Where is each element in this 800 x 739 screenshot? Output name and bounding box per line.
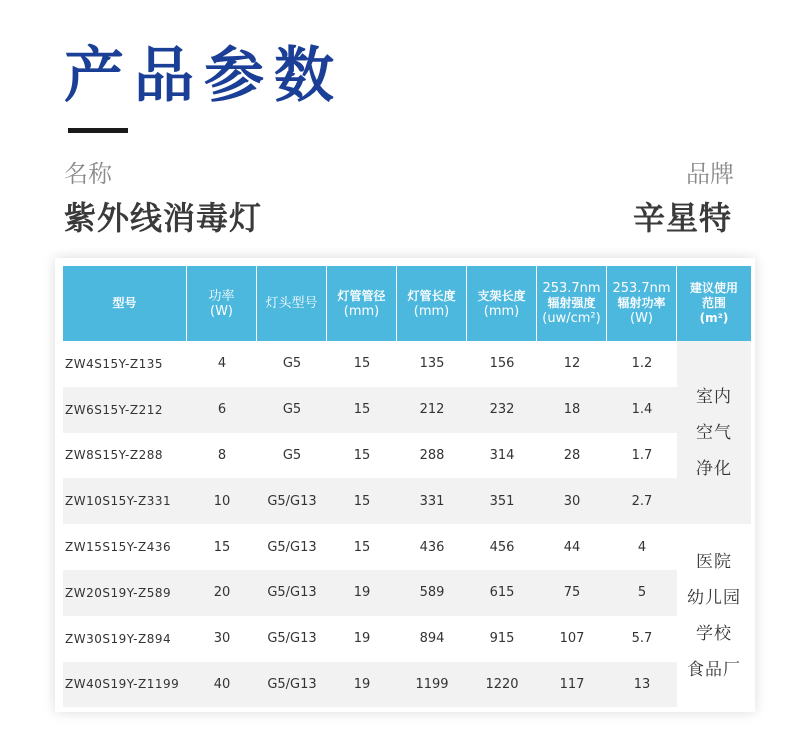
bracket-length-cell: 232 [467,387,537,433]
tube-length-cell: 288 [397,433,467,479]
model-cell: ZW8S15Y-Z288 [63,433,187,479]
bracket-length-cell: 314 [467,433,537,479]
page-title: 产品参数 [64,41,344,111]
table-row [63,341,751,387]
power-cell: 20 [187,570,257,616]
tube-length-cell: 1199 [397,662,467,708]
bracket-length-cell: 615 [467,570,537,616]
bracket-length-cell: 156 [467,341,537,387]
table-header-row [63,266,751,341]
power-cell: 4 [187,341,257,387]
tube-length-cell: 589 [397,570,467,616]
header-tube-diameter: 灯管管径 (mm) [327,266,397,341]
radiant-power-cell: 5 [607,570,677,616]
base-cell: G5/G13 [257,478,327,524]
diameter-cell: 15 [327,478,397,524]
diameter-cell: 15 [327,387,397,433]
base-cell: G5 [257,341,327,387]
application-cell-indoor: 室内 空气 净化 [677,341,751,524]
radiant-power-cell: 1.4 [607,387,677,433]
power-cell: 8 [187,433,257,479]
power-cell: 30 [187,616,257,662]
diameter-cell: 15 [327,341,397,387]
irradiance-cell: 28 [537,433,607,479]
name-label: 名称 [64,160,112,188]
header-power: 功率 (W) [187,266,257,341]
header-bracket-length: 支架长度 (mm) [467,266,537,341]
model-cell: ZW40S19Y-Z1199 [63,662,187,708]
table-row [63,387,751,433]
table-row [63,524,751,570]
irradiance-cell: 117 [537,662,607,708]
model-cell: ZW20S19Y-Z589 [63,570,187,616]
table-row [63,616,751,662]
radiant-power-cell: 13 [607,662,677,708]
table-row [63,570,751,616]
irradiance-cell: 75 [537,570,607,616]
brand-label: 品牌 [686,160,734,188]
tube-length-cell: 436 [397,524,467,570]
diameter-cell: 19 [327,662,397,708]
tube-length-cell: 212 [397,387,467,433]
radiant-power-cell: 1.2 [607,341,677,387]
irradiance-cell: 30 [537,478,607,524]
table-row [63,433,751,479]
application-cell-institutions: 医院 幼儿园 学校 食品厂 [677,524,751,707]
base-cell: G5 [257,387,327,433]
diameter-cell: 19 [327,570,397,616]
radiant-power-cell: 2.7 [607,478,677,524]
radiant-power-cell: 5.7 [607,616,677,662]
header-application: 建议使用 范围 (m²) [677,266,751,341]
header-model: 型号 [63,266,187,341]
bracket-length-cell: 456 [467,524,537,570]
table-row [63,662,751,708]
irradiance-cell: 44 [537,524,607,570]
power-cell: 40 [187,662,257,708]
bracket-length-cell: 351 [467,478,537,524]
base-cell: G5/G13 [257,524,327,570]
irradiance-cell: 107 [537,616,607,662]
model-cell: ZW10S15Y-Z331 [63,478,187,524]
diameter-cell: 19 [327,616,397,662]
power-cell: 15 [187,524,257,570]
diameter-cell: 15 [327,433,397,479]
spec-table [63,266,751,707]
model-cell: ZW6S15Y-Z212 [63,387,187,433]
base-cell: G5 [257,433,327,479]
header-tube-length: 灯管长度 (mm) [397,266,467,341]
base-cell: G5/G13 [257,570,327,616]
irradiance-cell: 18 [537,387,607,433]
bracket-length-cell: 1220 [467,662,537,708]
radiant-power-cell: 1.7 [607,433,677,479]
tube-length-cell: 135 [397,341,467,387]
base-cell: G5/G13 [257,662,327,708]
model-cell: ZW4S15Y-Z135 [63,341,187,387]
product-name: 紫外线消毒灯 [64,199,263,237]
title-underline [68,128,128,133]
tube-length-cell: 894 [397,616,467,662]
tube-length-cell: 331 [397,478,467,524]
model-cell: ZW15S15Y-Z436 [63,524,187,570]
spec-table-card [55,258,755,712]
header-base-type: 灯头型号 [257,266,327,341]
power-cell: 6 [187,387,257,433]
header-irradiance: 253.7nm 辐射强度 (uw/cm²) [537,266,607,341]
radiant-power-cell: 4 [607,524,677,570]
diameter-cell: 15 [327,524,397,570]
power-cell: 10 [187,478,257,524]
bracket-length-cell: 915 [467,616,537,662]
header-radiant-power: 253.7nm 辐射功率 (W) [607,266,677,341]
model-cell: ZW30S19Y-Z894 [63,616,187,662]
irradiance-cell: 12 [537,341,607,387]
table-row [63,478,751,524]
brand-name: 辛星特 [632,199,732,237]
base-cell: G5/G13 [257,616,327,662]
